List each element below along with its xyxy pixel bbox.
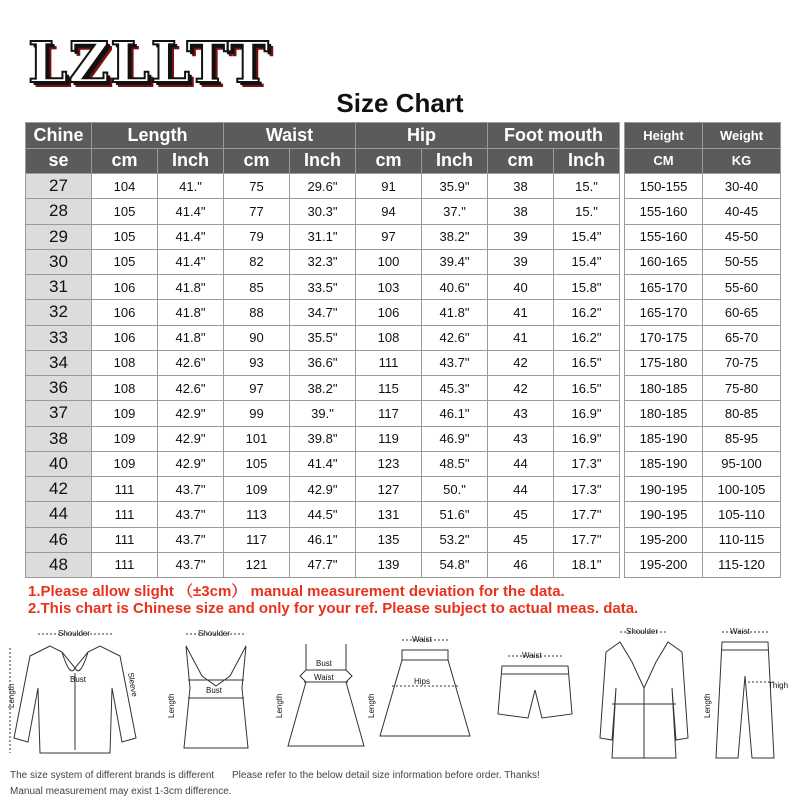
measurement-cell: 41.4" (158, 249, 224, 274)
size-cell: 33 (26, 325, 92, 350)
measurement-cell: 111 (92, 477, 158, 502)
measurement-cell: 41 (488, 325, 554, 350)
measurement-cell: 41.4" (290, 451, 356, 476)
measurement-cell: 111 (92, 502, 158, 527)
page-title: Size Chart (336, 88, 464, 118)
measurement-cell: 41.4" (158, 224, 224, 249)
measurement-cell: 43 (488, 401, 554, 426)
measurement-cell: 46.1" (422, 401, 488, 426)
size-row (26, 350, 620, 375)
height-weight-row (625, 199, 781, 224)
measurement-cell: 18.1" (554, 552, 620, 577)
weight-unit: KG (703, 148, 781, 174)
height-cell: 180-185 (625, 401, 703, 426)
weight-cell: 100-105 (703, 477, 781, 502)
measurement-cell: 108 (92, 350, 158, 375)
size-row (26, 199, 620, 224)
measurement-cell: 42.9" (158, 426, 224, 451)
measurement-cell: 99 (224, 401, 290, 426)
size-cell: 29 (26, 224, 92, 249)
height-unit: CM (625, 148, 703, 174)
measurement-cell: 105 (92, 249, 158, 274)
height-cell: 190-195 (625, 502, 703, 527)
label-bust: Bust (316, 659, 333, 668)
height-weight-row (625, 249, 781, 274)
measurement-cell: 42.9" (290, 477, 356, 502)
label-hips: Hips (414, 677, 431, 686)
measurement-cell: 91 (356, 174, 422, 199)
size-row (26, 552, 620, 577)
measurement-cell: 43.7" (158, 527, 224, 552)
label-thigh: Thigh (768, 681, 789, 690)
weight-cell: 95-100 (703, 451, 781, 476)
measurement-cell: 101 (224, 426, 290, 451)
measurement-cell: 42.9" (158, 451, 224, 476)
measurement-cell: 34.7" (290, 300, 356, 325)
measurement-cell: 117 (224, 527, 290, 552)
measurement-cell: 17.3" (554, 477, 620, 502)
measurement-cell: 43.7" (422, 350, 488, 375)
measurement-cell: 44 (488, 451, 554, 476)
measurement-cell: 45.3" (422, 376, 488, 401)
measurement-cell: 39 (488, 249, 554, 274)
size-cell: 40 (26, 451, 92, 476)
size-row (26, 300, 620, 325)
measurement-cell: 46.1" (290, 527, 356, 552)
height-cell: 165-170 (625, 300, 703, 325)
size-row (26, 249, 620, 274)
measurement-cell: 17.7" (554, 527, 620, 552)
label-shoulder: Shoulder (198, 629, 231, 638)
dress-illustration (275, 644, 364, 746)
measurement-cell: 106 (92, 325, 158, 350)
measurement-cell: 41.8" (158, 325, 224, 350)
measurement-cell: 36.6" (290, 350, 356, 375)
measurement-cell: 54.8" (422, 552, 488, 577)
measurement-cell: 105 (92, 199, 158, 224)
measurement-cell: 111 (356, 350, 422, 375)
label-shoulder: Shoulder (626, 627, 659, 636)
size-cell: 48 (26, 552, 92, 577)
height-weight-row (625, 451, 781, 476)
measurement-cell: 111 (92, 552, 158, 577)
measurement-cell: 16.5" (554, 376, 620, 401)
label-waist: Waist (730, 627, 750, 636)
measurement-cell: 41 (488, 300, 554, 325)
measurement-cell: 115 (356, 376, 422, 401)
footer-brand-note: The size system of different brands is different (10, 770, 215, 781)
measurement-cell: 97 (224, 376, 290, 401)
measurement-cell: 43.7" (158, 552, 224, 577)
measurement-cell: 41." (158, 174, 224, 199)
weight-cell: 110-115 (703, 527, 781, 552)
measurement-cell: 109 (92, 451, 158, 476)
garment-illustrations (0, 618, 800, 768)
height-weight-row (625, 376, 781, 401)
height-cell: 155-160 (625, 199, 703, 224)
size-row (26, 401, 620, 426)
label-length: Length (367, 693, 376, 718)
unit-header: cm (356, 148, 422, 174)
measurement-cell: 16.5" (554, 350, 620, 375)
size-header-bottom: se (26, 148, 92, 174)
height-cell: 195-200 (625, 552, 703, 577)
measurement-cell: 37." (422, 199, 488, 224)
measurement-cell: 38 (488, 199, 554, 224)
size-cell: 44 (26, 502, 92, 527)
coat-illustration (600, 627, 688, 758)
size-header-top: Chine (26, 123, 92, 149)
group-header-waist: Waist (224, 123, 356, 149)
size-table (25, 122, 620, 578)
measurement-cell: 88 (224, 300, 290, 325)
measurement-cell: 42.9" (158, 401, 224, 426)
height-cell: 155-160 (625, 224, 703, 249)
measurement-cell: 111 (92, 527, 158, 552)
measurement-cell: 43.7" (158, 502, 224, 527)
measurement-cell: 41.8" (158, 275, 224, 300)
size-row (26, 502, 620, 527)
measurement-cell: 15.8" (554, 275, 620, 300)
measurement-cell: 47.7" (290, 552, 356, 577)
note-chinese-size: 2.This chart is Chinese size and only for your ref. Please subject to actual meas. data. (28, 600, 639, 617)
measurement-cell: 39.8" (290, 426, 356, 451)
measurement-cell: 106 (92, 275, 158, 300)
weight-cell: 75-80 (703, 376, 781, 401)
unit-header: Inch (422, 148, 488, 174)
measurement-cell: 33.5" (290, 275, 356, 300)
measurement-cell: 106 (92, 300, 158, 325)
weight-cell: 45-50 (703, 224, 781, 249)
unit-header: cm (488, 148, 554, 174)
measurement-cell: 16.2" (554, 300, 620, 325)
size-cell: 28 (26, 199, 92, 224)
size-row (26, 527, 620, 552)
size-row (26, 275, 620, 300)
measurement-cell: 109 (92, 401, 158, 426)
measurement-cell: 42 (488, 376, 554, 401)
height-weight-row (625, 275, 781, 300)
measurement-cell: 16.2" (554, 325, 620, 350)
measurement-cell: 32.3" (290, 249, 356, 274)
measurement-cell: 43 (488, 426, 554, 451)
measurement-cell: 103 (356, 275, 422, 300)
size-cell: 42 (26, 477, 92, 502)
height-cell: 195-200 (625, 527, 703, 552)
shorts-illustration (498, 651, 572, 718)
measurement-cell: 131 (356, 502, 422, 527)
label-sleeve: Sleeve (126, 671, 140, 698)
measurement-cell: 35.9" (422, 174, 488, 199)
measurement-cell: 100 (356, 249, 422, 274)
measurement-cell: 46.9" (422, 426, 488, 451)
label-shoulder: Shoulder (58, 629, 91, 638)
blouse-illustration (7, 629, 139, 753)
height-weight-row (625, 552, 781, 577)
measurement-cell: 75 (224, 174, 290, 199)
unit-header: Inch (290, 148, 356, 174)
measurement-cell: 38.2" (422, 224, 488, 249)
height-cell: 170-175 (625, 325, 703, 350)
measurement-cell: 50." (422, 477, 488, 502)
label-waist: Waist (412, 635, 432, 644)
measurement-cell: 40 (488, 275, 554, 300)
size-cell: 36 (26, 376, 92, 401)
unit-header-row (26, 148, 620, 174)
measurement-cell: 105 (224, 451, 290, 476)
measurement-cell: 16.9" (554, 426, 620, 451)
measurement-cell: 121 (224, 552, 290, 577)
size-cell: 30 (26, 249, 92, 274)
weight-cell: 50-55 (703, 249, 781, 274)
measurement-cell: 109 (92, 426, 158, 451)
size-cell: 27 (26, 174, 92, 199)
unit-header: Inch (554, 148, 620, 174)
label-length: Length (167, 693, 176, 718)
measurement-cell: 15." (554, 199, 620, 224)
height-cell: 165-170 (625, 275, 703, 300)
size-cell: 34 (26, 350, 92, 375)
measurement-cell: 42.6" (422, 325, 488, 350)
height-cell: 185-190 (625, 426, 703, 451)
measurement-cell: 31.1" (290, 224, 356, 249)
label-length: Length (703, 693, 712, 718)
height-weight-row (625, 426, 781, 451)
measurement-cell: 108 (356, 325, 422, 350)
measurement-cell: 39.4" (422, 249, 488, 274)
size-row (26, 451, 620, 476)
measurement-cell: 113 (224, 502, 290, 527)
weight-cell: 60-65 (703, 300, 781, 325)
measurement-cell: 42.6" (158, 350, 224, 375)
measurement-cell: 15." (554, 174, 620, 199)
measurement-cell: 123 (356, 451, 422, 476)
height-weight-row (625, 224, 781, 249)
measurement-cell: 139 (356, 552, 422, 577)
height-cell: 150-155 (625, 174, 703, 199)
height-weight-row (625, 174, 781, 199)
measurement-cell: 94 (356, 199, 422, 224)
measurement-cell: 29.6" (290, 174, 356, 199)
measurement-cell: 45 (488, 502, 554, 527)
height-weight-row (625, 350, 781, 375)
side-header-row (625, 123, 781, 149)
weight-cell: 85-95 (703, 426, 781, 451)
weight-cell: 65-70 (703, 325, 781, 350)
weight-cell: 115-120 (703, 552, 781, 577)
measurement-cell: 17.7" (554, 502, 620, 527)
measurement-cell: 79 (224, 224, 290, 249)
measurement-cell: 16.9" (554, 401, 620, 426)
height-cell: 185-190 (625, 451, 703, 476)
measurement-cell: 109 (224, 477, 290, 502)
measurement-cell: 41.8" (422, 300, 488, 325)
measurement-cell: 44 (488, 477, 554, 502)
measurement-cell: 90 (224, 325, 290, 350)
size-cell: 46 (26, 527, 92, 552)
label-length: Length (275, 693, 284, 718)
weight-cell: 105-110 (703, 502, 781, 527)
height-cell: 175-180 (625, 350, 703, 375)
size-cell: 37 (26, 401, 92, 426)
label-bust: Bust (70, 675, 87, 684)
footer-measurement-note: Manual measurement may exist 1-3cm difference. (10, 786, 232, 797)
measurement-cell: 135 (356, 527, 422, 552)
measurement-cell: 93 (224, 350, 290, 375)
measurement-cell: 51.6" (422, 502, 488, 527)
footer-order-note: Please refer to the below detail size information before order. Thanks! (232, 770, 540, 781)
height-weight-row (625, 325, 781, 350)
measurement-cell: 40.6" (422, 275, 488, 300)
size-row (26, 224, 620, 249)
unit-header: cm (92, 148, 158, 174)
size-row (26, 426, 620, 451)
measurement-cell: 44.5" (290, 502, 356, 527)
size-row (26, 174, 620, 199)
weight-cell: 80-85 (703, 401, 781, 426)
measurement-cell: 82 (224, 249, 290, 274)
height-header: Height (625, 123, 703, 149)
side-unit-row (625, 148, 781, 174)
measurement-cell: 35.5" (290, 325, 356, 350)
size-row (26, 325, 620, 350)
measurement-cell: 53.2" (422, 527, 488, 552)
height-weight-table (624, 122, 781, 578)
measurement-cell: 85 (224, 275, 290, 300)
measurement-cell: 43.7" (158, 477, 224, 502)
label-waist: Waist (314, 673, 334, 682)
weight-cell: 40-45 (703, 199, 781, 224)
measurement-cell: 38.2" (290, 376, 356, 401)
skirt-illustration (367, 635, 470, 736)
measurement-cell: 105 (92, 224, 158, 249)
height-cell: 160-165 (625, 249, 703, 274)
weight-cell: 55-60 (703, 275, 781, 300)
weight-cell: 30-40 (703, 174, 781, 199)
measurement-cell: 15.4" (554, 224, 620, 249)
label-bust: Bust (206, 686, 223, 695)
weight-header: Weight (703, 123, 781, 149)
measurement-cell: 97 (356, 224, 422, 249)
group-header-foot-mouth: Foot mouth (488, 123, 620, 149)
label-waist: Waist (522, 651, 542, 660)
weight-cell: 70-75 (703, 350, 781, 375)
measurement-cell: 48.5" (422, 451, 488, 476)
measurement-cell: 42.6" (158, 376, 224, 401)
unit-header: cm (224, 148, 290, 174)
measurement-cell: 106 (356, 300, 422, 325)
measurement-cell: 45 (488, 527, 554, 552)
unit-header: Inch (158, 148, 224, 174)
measurement-cell: 117 (356, 401, 422, 426)
camisole-illustration (167, 629, 248, 748)
size-cell: 31 (26, 275, 92, 300)
size-cell: 38 (26, 426, 92, 451)
note-measurement-deviation: 1.Please allow slight （±3cm） manual measurement deviation for the data. (28, 583, 565, 600)
group-header-length: Length (92, 123, 224, 149)
measurement-cell: 46 (488, 552, 554, 577)
measurement-cell: 108 (92, 376, 158, 401)
measurement-cell: 39 (488, 224, 554, 249)
pants-illustration (703, 627, 788, 758)
measurement-cell: 41.4" (158, 199, 224, 224)
size-row (26, 477, 620, 502)
measurement-cell: 30.3" (290, 199, 356, 224)
height-weight-row (625, 300, 781, 325)
measurement-cell: 104 (92, 174, 158, 199)
label-length: Length (7, 683, 16, 708)
measurement-cell: 17.3" (554, 451, 620, 476)
measurement-cell: 41.8" (158, 300, 224, 325)
measurement-cell: 119 (356, 426, 422, 451)
height-weight-row (625, 527, 781, 552)
height-cell: 180-185 (625, 376, 703, 401)
measurement-cell: 127 (356, 477, 422, 502)
measurement-cell: 39." (290, 401, 356, 426)
size-cell: 32 (26, 300, 92, 325)
measurement-cell: 77 (224, 199, 290, 224)
group-header-row (26, 123, 620, 149)
measurement-cell: 15.4" (554, 249, 620, 274)
height-weight-row (625, 502, 781, 527)
size-row (26, 376, 620, 401)
height-cell: 190-195 (625, 477, 703, 502)
measurement-cell: 42 (488, 350, 554, 375)
measurement-cell: 38 (488, 174, 554, 199)
brand-logo: LZLLTT (28, 30, 270, 96)
height-weight-row (625, 477, 781, 502)
group-header-hip: Hip (356, 123, 488, 149)
height-weight-row (625, 401, 781, 426)
